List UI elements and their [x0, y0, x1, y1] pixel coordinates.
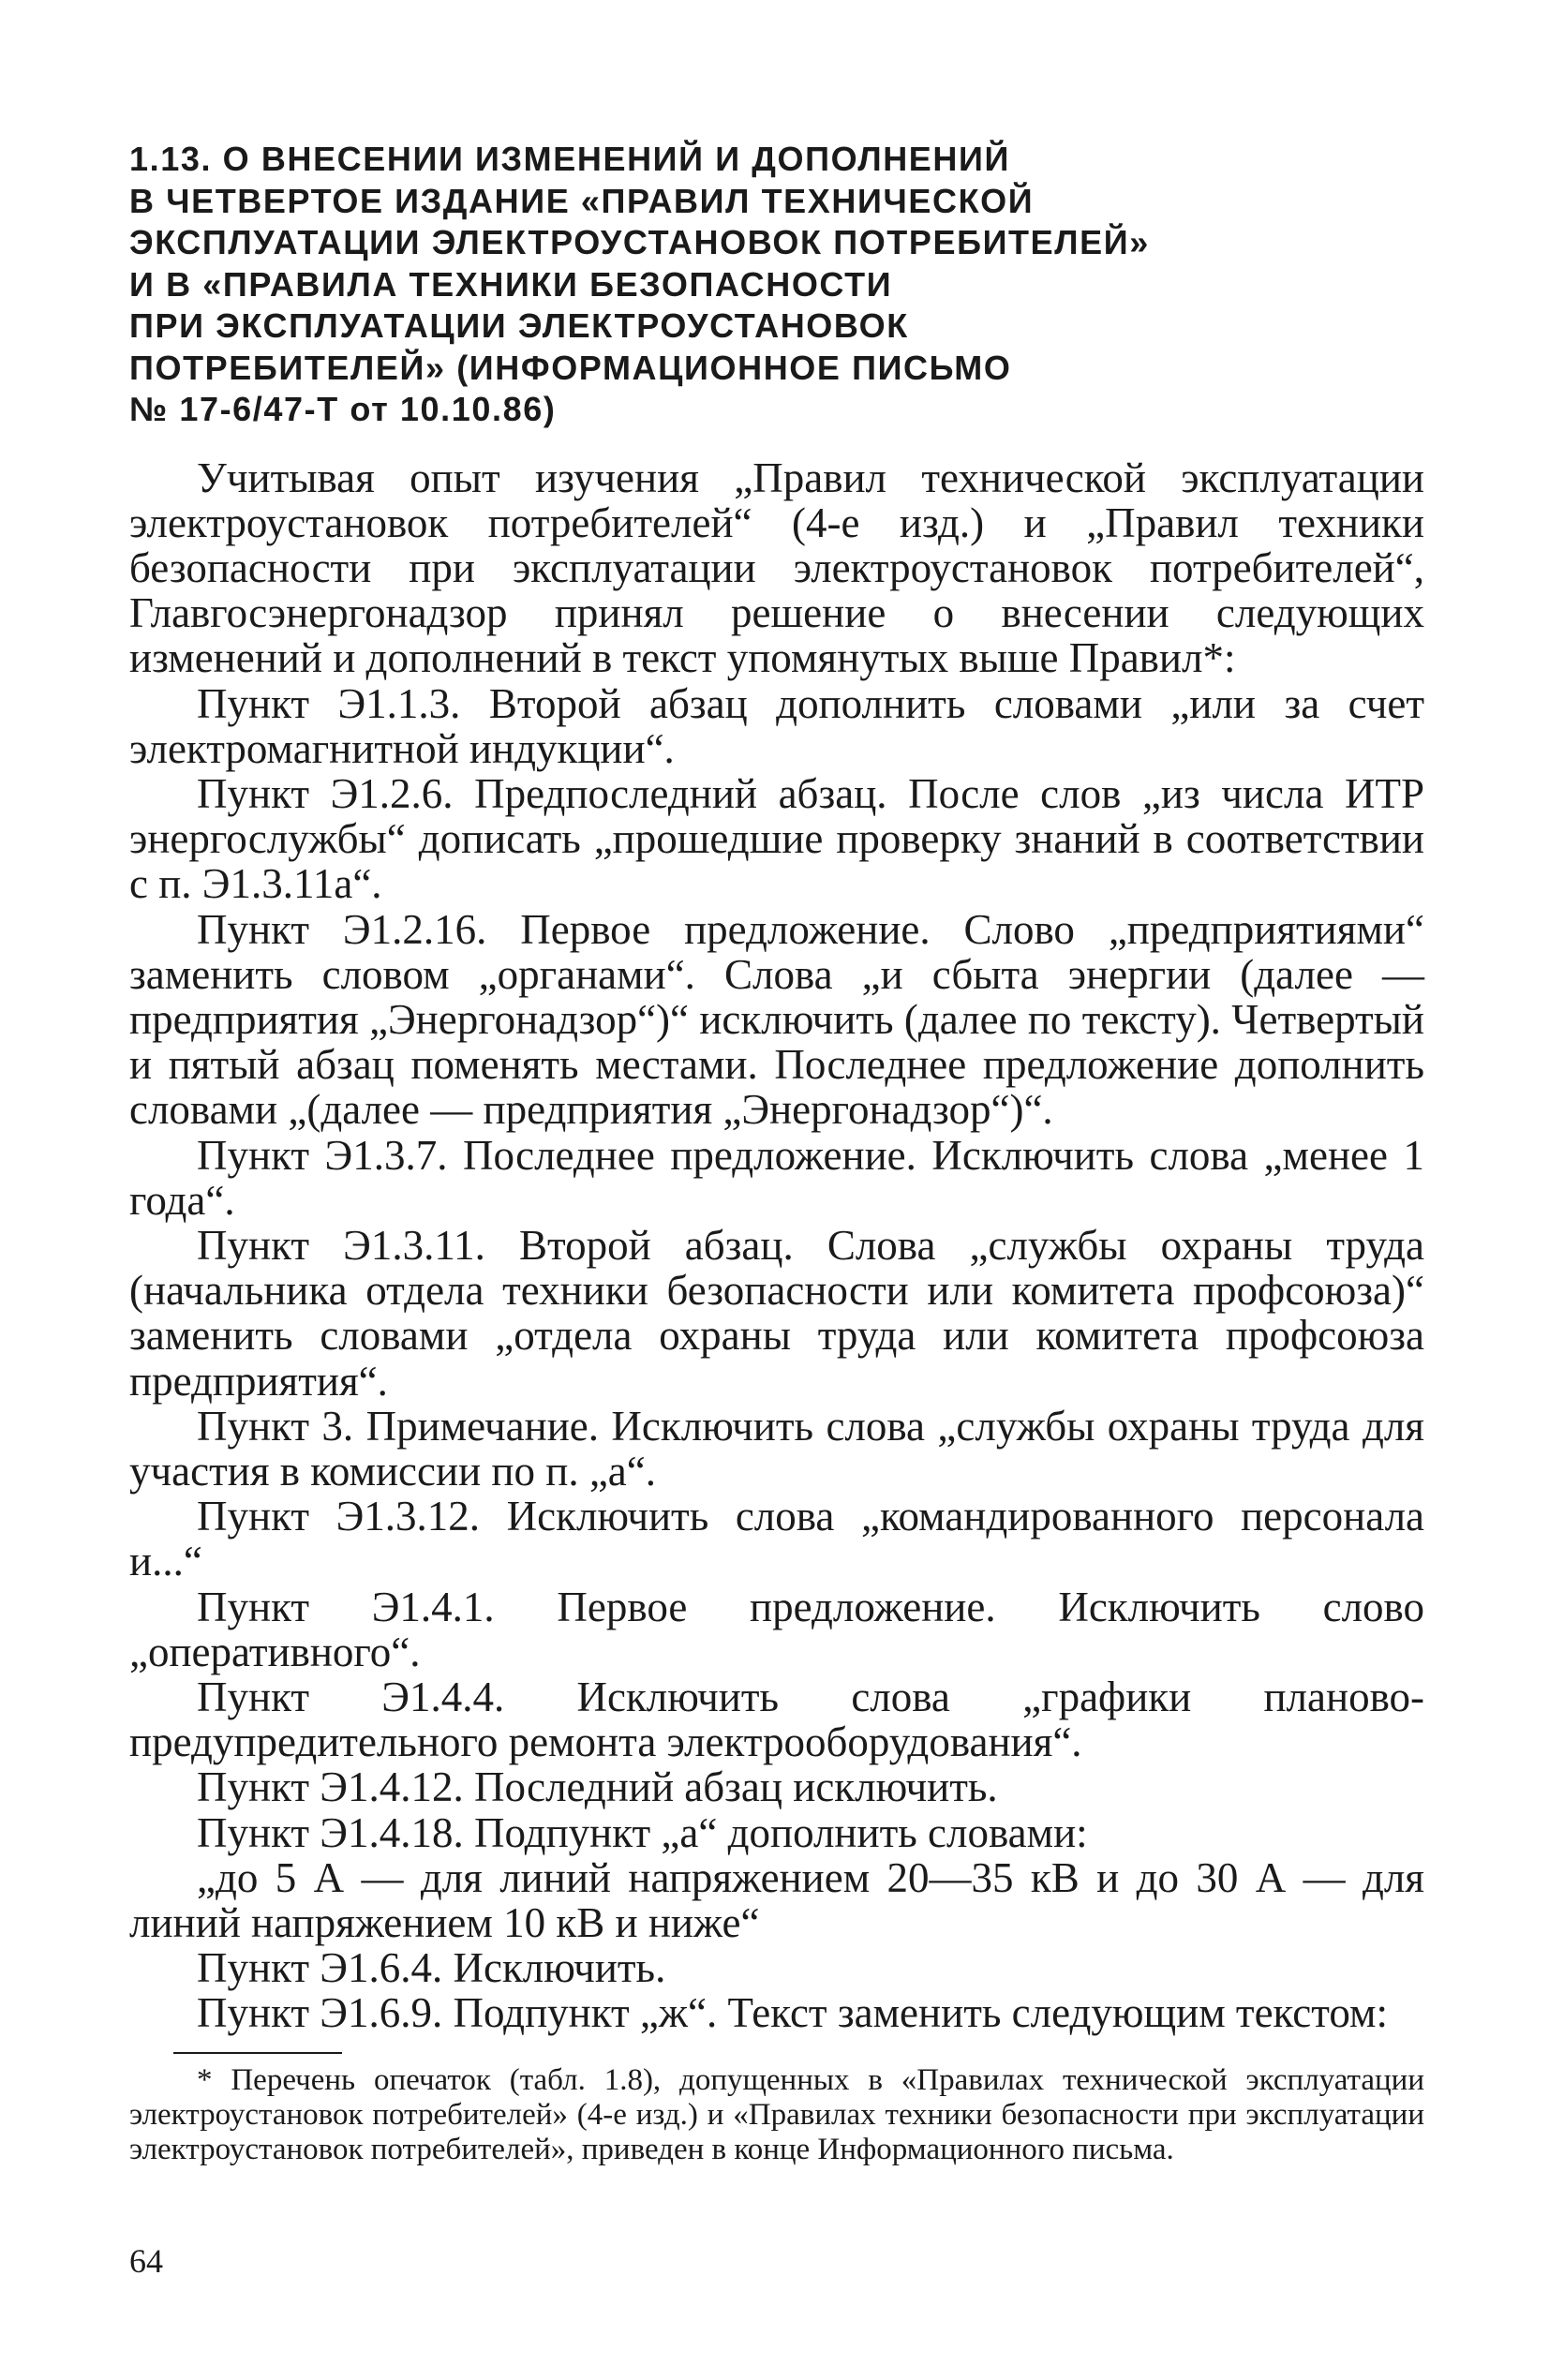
paragraph: Пункт Э1.3.12. Исключить слова „командированного персонала и...“ — [129, 1493, 1424, 1585]
footnote-divider — [173, 2052, 342, 2054]
paragraph: Пункт Э1.4.18. Подпункт „а“ дополнить словами: — [197, 1808, 1088, 1856]
paragraph: Пункт Э1.2.16. Первое предложение. Слово „предприятиями“ заменить словом „органами“. Слова „и сбыта энергии (далее — предприятия „Энергонадзор“)“ исключить (далее по тексту). Четвертый и пятый абзац поменять местами. Последнее предложение дополнить словами „(далее — предприятия „Энергонадзор“)“. — [129, 905, 1424, 1134]
paragraph: Учитывая опыт изучения „Правил технической эксплуатации электроустановок потребителей“ (4-е изд.) и „Правил техники безопасности при эксплуатации электроустановок потребителей“, Главгосэнергонадзор принял решение о внесении следующих изменений и дополнений в текст упомянутых выше Правил*: — [129, 454, 1424, 682]
page-number: 64 — [129, 2242, 163, 2280]
paragraph: Пункт Э1.6.4. Исключить. — [197, 1944, 666, 1992]
document-page — [129, 139, 1424, 2167]
paragraph: Пункт Э1.4.4. Исключить слова „графики планово-предупредительного ремонта электрооборудования“. — [129, 1673, 1424, 1766]
paragraph: Пункт Э1.4.12. Последний абзац исключить. — [197, 1763, 998, 1811]
paragraph: Пункт Э1.4.1. Первое предложение. Исключить слово „оперативного“. — [129, 1583, 1424, 1675]
heading-line: № 17-6/47-Т от 10.10.86) — [129, 390, 557, 428]
footnote-text: * Перечень опечаток (табл. 1.8), допущенных в «Правилах технической эксплуатации электроустановок потребителей» (4-е изд.) и «Правилах техники безопасности при эксплуатации электроустановок потребителей», приведен в конце Информационного письма. — [129, 2062, 1424, 2166]
section-heading — [129, 139, 1424, 431]
footnote — [129, 2063, 1424, 2167]
heading-line: ПОТРЕБИТЕЛЕЙ» (ИНФОРМАЦИОННОЕ ПИСЬМО — [129, 348, 1012, 387]
paragraph: Пункт Э1.2.6. Предпоследний абзац. После слов „из числа ИТР энергослужбы“ дописать „прошедшие проверку знаний в соответствии с п. Э1.3.11а“. — [129, 769, 1424, 908]
paragraph: Пункт Э1.1.3. Второй абзац дополнить словами „или за счет электромагнитной индукции“. — [129, 679, 1424, 772]
heading-line: ЭКСПЛУАТАЦИИ ЭЛЕКТРОУСТАНОВОК ПОТРЕБИТЕЛЕЙ» — [129, 223, 1150, 261]
heading-line: И В «ПРАВИЛА ТЕХНИКИ БЕЗОПАСНОСТИ — [129, 264, 893, 304]
body-text — [129, 455, 1424, 2036]
paragraph: „до 5 А — для линий напряжением 20—35 кВ и до 30 А — для линий напряжением 10 кВ и ниже“ — [129, 1853, 1424, 1946]
paragraph: Пункт Э1.3.7. Последнее предложение. Исключить слова „менее 1 года“. — [129, 1131, 1424, 1224]
heading-line: В ЧЕТВЕРТОЕ ИЗДАНИЕ «ПРАВИЛ ТЕХНИЧЕСКОЙ — [129, 181, 1035, 220]
paragraph: Пункт Э1.3.11. Второй абзац. Слова „службы охраны труда (начальника отдела техники безопасности или комитета профсоюза)“ заменить словами „отдела охраны труда или комитета профсоюза предприятия“. — [129, 1221, 1424, 1405]
paragraph: Пункт Э1.6.9. Подпункт „ж“. Текст заменить следующим текстом: — [197, 1989, 1388, 2037]
heading-line: ПРИ ЭКСПЛУАТАЦИИ ЭЛЕКТРОУСТАНОВОК — [129, 306, 909, 345]
heading-line: 1.13. О ВНЕСЕНИИ ИЗМЕНЕНИЙ И ДОПОЛНЕНИЙ — [129, 140, 1010, 178]
paragraph: Пункт 3. Примечание. Исключить слова „службы охраны труда для участия в комиссии по п. „а“. — [129, 1402, 1424, 1495]
